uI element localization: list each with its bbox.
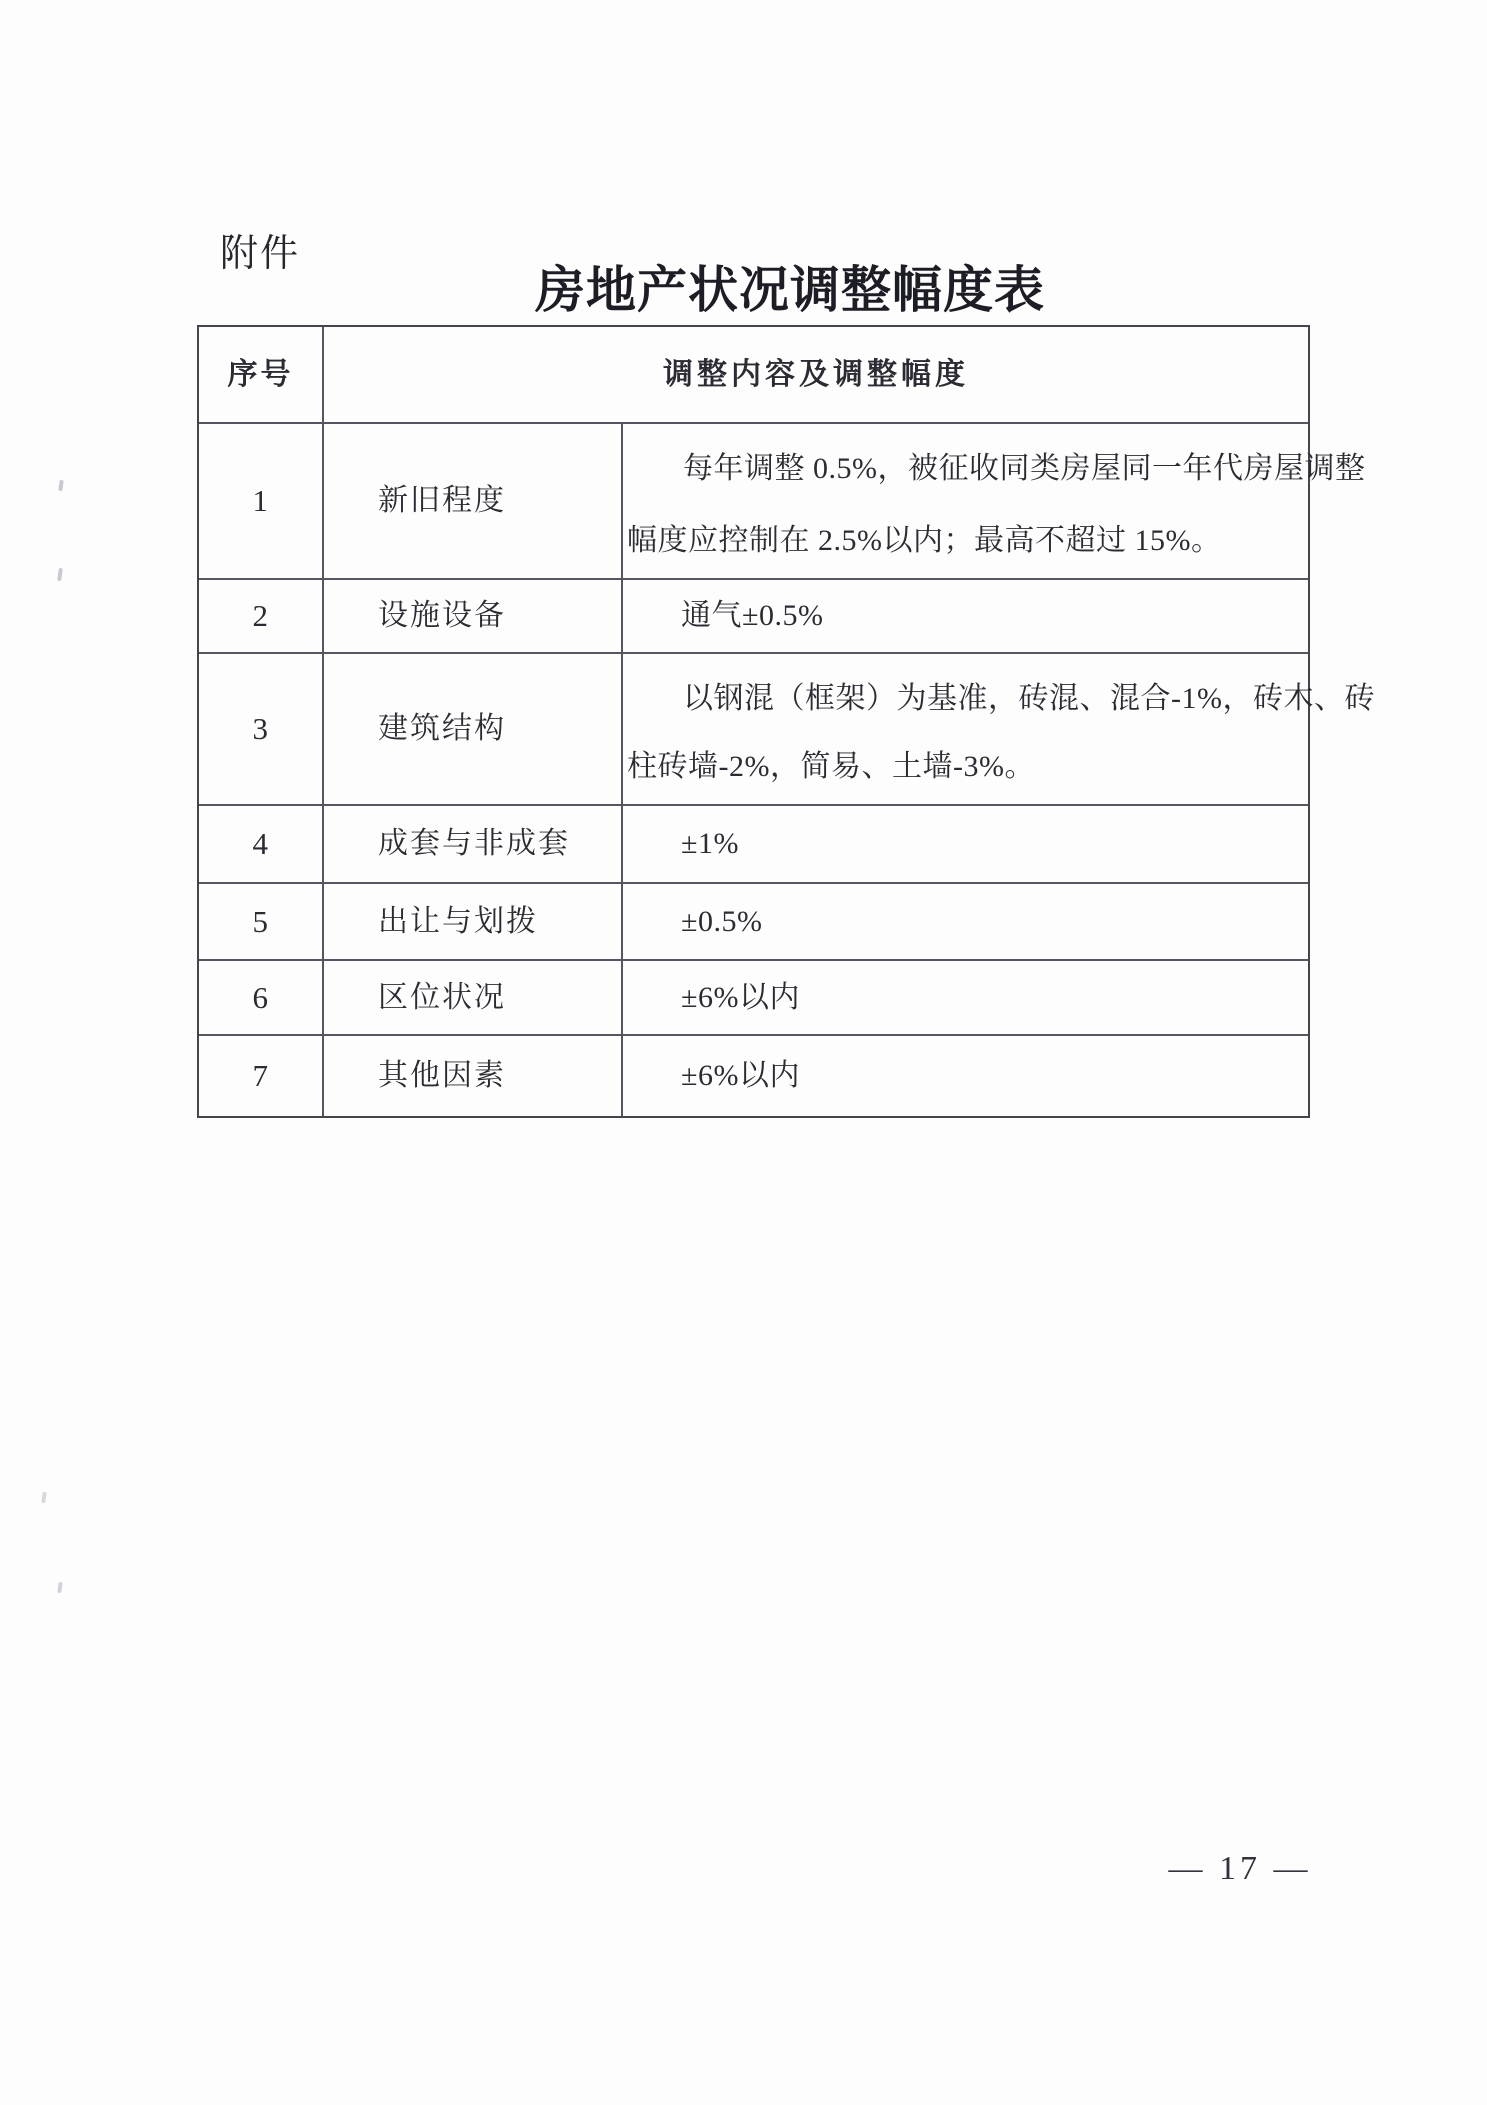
row6-item-name: 区位状况 [324, 961, 623, 1036]
header-cell-serial: 序号 [199, 327, 324, 424]
adjustment-table [197, 325, 1375, 1118]
attachment-label: 附件 [220, 233, 301, 275]
row2-content: 通气±0.5% [623, 580, 1308, 654]
row2-serial: 2 [199, 580, 324, 654]
row7-item-name: 其他因素 [324, 1036, 623, 1116]
row3-serial: 3 [199, 654, 324, 806]
row2-item-name: 设施设备 [324, 580, 623, 654]
scan-artifact [57, 568, 63, 581]
row3-item-name: 建筑结构 [324, 654, 623, 806]
row3-content-line2: 柱砖墙-2%，简易、土墙-3%。 [627, 750, 1035, 783]
row1-item-name: 新旧程度 [324, 424, 623, 580]
row1-content-line1: 每年调整 0.5%，被征收同类房屋同一年代房屋调整 [683, 452, 1366, 485]
row4-content: ±1% [623, 806, 1308, 884]
scan-artifact [58, 480, 63, 491]
row6-serial: 6 [199, 961, 324, 1036]
header-cell-content: 调整内容及调整幅度 [324, 327, 1308, 424]
row5-item-name: 出让与划拨 [324, 884, 623, 961]
scan-artifact [57, 1582, 62, 1593]
row4-serial: 4 [199, 806, 324, 884]
row3-content [623, 654, 1375, 806]
row1-content [623, 424, 1366, 580]
row1-serial: 1 [199, 424, 324, 580]
row4-item-name: 成套与非成套 [324, 806, 623, 884]
row1-content-line2: 幅度应控制在 2.5%以内；最高不超过 15%。 [627, 524, 1222, 557]
row3-content-line1: 以钢混（框架）为基准，砖混、混合-1%，砖木、砖 [683, 682, 1375, 715]
scan-artifact [41, 1492, 46, 1503]
row7-serial: 7 [199, 1036, 324, 1116]
page-title: 房地产状况调整幅度表 [535, 262, 1045, 318]
row5-content: ±0.5% [623, 884, 1308, 961]
row5-serial: 5 [199, 884, 324, 961]
row6-content: ±6%以内 [623, 961, 1308, 1036]
page-number: — 17 — [1168, 1850, 1312, 1887]
row7-content: ±6%以内 [681, 1059, 800, 1092]
